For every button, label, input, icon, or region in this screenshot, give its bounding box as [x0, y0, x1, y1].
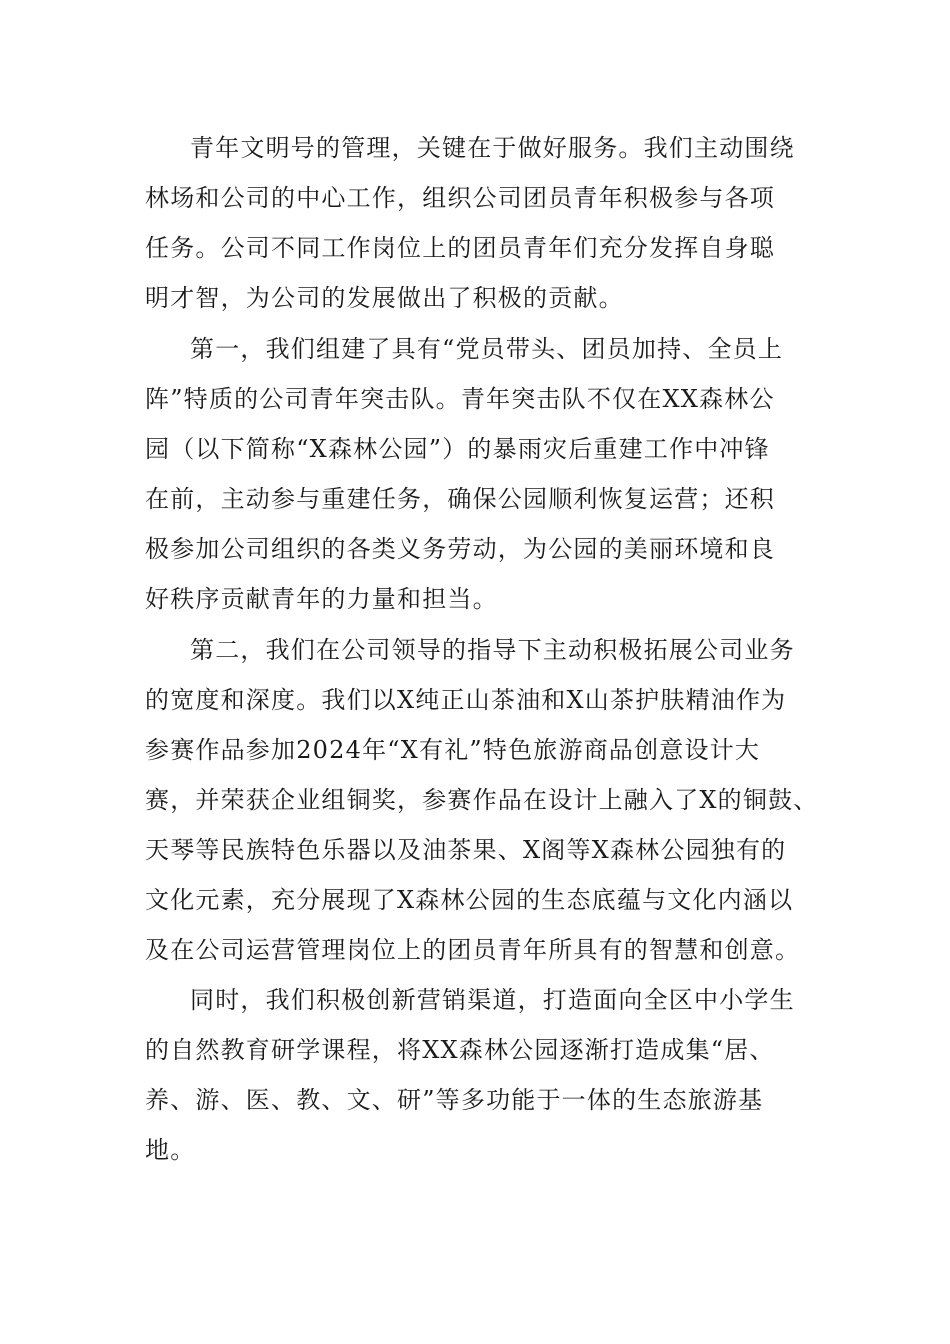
paragraph-1-line-3: 任务。公司不同工作岗位上的团员青年们充分发挥自身聪	[145, 234, 775, 262]
paragraph-3-line-7: 及在公司运营管理岗位上的团员青年所具有的智慧和创意。	[145, 936, 801, 964]
paragraph-3-line-5: 天琴等民族特色乐器以及油茶果、X阁等X森林公园独有的	[145, 836, 787, 864]
paragraph-1-line-2: 林场和公司的中心工作，组织公司团员青年积极参与各项	[145, 184, 775, 212]
paragraph-2-line-5: 极参加公司组织的各类义务劳动，为公园的美丽环境和良	[145, 535, 775, 563]
paragraph-4-line-1: 同时，我们积极创新营销渠道，打造面向全区中小学生	[190, 986, 795, 1014]
paragraph-4-line-2: 的自然教育研学课程，将XX森林公园逐渐打造成集“居、	[145, 1036, 775, 1064]
paragraph-3-line-1: 第二，我们在公司领导的指导下主动积极拓展公司业务	[190, 636, 795, 664]
paragraph-2-line-1: 第一，我们组建了具有“党员带头、团员加持、全员上	[190, 335, 784, 363]
paragraph-2-line-3: 园（以下简称“X森林公园”）的暴雨灾后重建工作中冲锋	[145, 435, 770, 463]
paragraph-2-line-2: 阵”特质的公司青年突击队。青年突击队不仅在XX森林公	[145, 385, 775, 413]
paragraph-2-line-4: 在前，主动参与重建任务，确保公园顺利恢复运营；还积	[145, 485, 775, 513]
paragraph-1-line-4: 明才智，为公司的发展做出了积极的贡献。	[145, 284, 624, 312]
paragraph-2-line-6: 好秩序贡献青年的力量和担当。	[145, 585, 498, 613]
paragraph-4-line-3: 养、游、医、教、文、研”等多功能于一体的生态旅游基	[145, 1086, 764, 1114]
paragraph-3-line-4: 赛，并荣获企业组铜奖，参赛作品在设计上融入了X的铜鼓、	[145, 786, 819, 814]
paragraph-3-line-2: 的宽度和深度。我们以X纯正山茶油和X山茶护肤精油作为	[145, 686, 787, 714]
paragraph-3-line-3: 参赛作品参加2024年“X有礼”特色旅游商品创意设计大	[145, 736, 761, 764]
paragraph-3-line-6: 文化元素，充分展现了X森林公园的生态底蕴与文化内涵以	[145, 886, 794, 914]
paragraph-4-line-4: 地。	[145, 1136, 196, 1164]
paragraph-1-line-1: 青年文明号的管理，关键在于做好服务。我们主动围绕	[190, 134, 795, 162]
